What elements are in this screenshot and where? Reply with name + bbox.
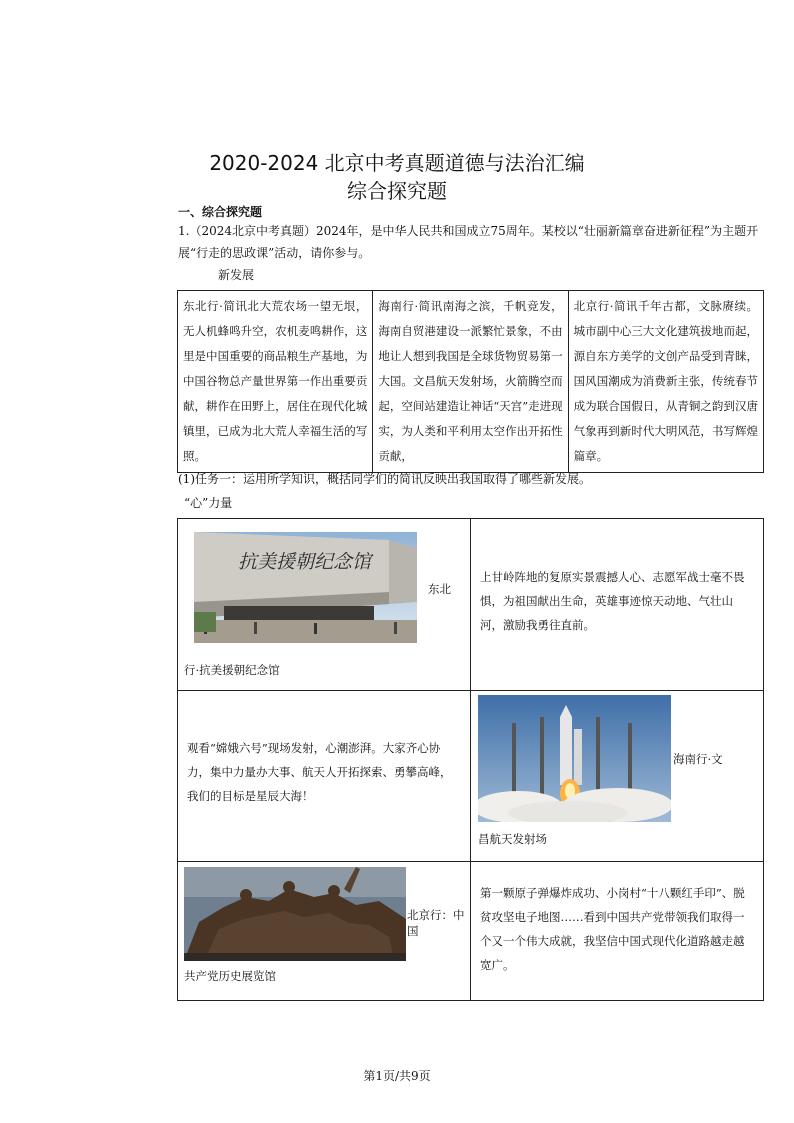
- section-heading: 一、综合探究题: [178, 205, 263, 219]
- question-1-text: 1.（2024北京中考真题）2024年，是中华人民共和国成立75周年。某校以“壮丽新篇章奋进新征程”为主题开展“行走的思政课”活动，请你参与。: [178, 224, 759, 260]
- memorial-reflection: 上甘岭阵地的复原实景震撼人心、志愿军战士毫不畏惧，为祖国献出生命，英雄事迹惊天动地、气壮山河，激励我勇往直前。: [480, 570, 745, 632]
- heart-cell-memorial-text: [471, 519, 764, 691]
- cpc-museum-caption-side: 北京行：中国: [407, 908, 465, 938]
- doc-title-line2: 综合探究题: [347, 179, 447, 203]
- cpc-museum-sculpture-photo: [184, 867, 406, 961]
- news-cell-beijing: 北京行·简讯千年古都，文脉赓续。城市副中心三大文化建筑拔地而起，源自东方美学的文创产品受到青睐，国风国潮成为消费新主张，传统春节成为联合国假日，从青铜之韵到汉唐气象再到新时代大明风范，书写辉煌篇章。: [568, 291, 763, 473]
- heart-cell-cpc-text: [471, 862, 764, 1001]
- memorial-sign-text: 抗美援朝纪念馆: [238, 551, 372, 573]
- heart-cell-cpc-museum: [178, 862, 471, 1001]
- launch-reflection: 观看“嫦娥六号”现场发射，心潮澎湃。大家齐心协力，集中力量办大事、航天人开拓探索、勇攀高峰，我们的目标是星辰大海！: [187, 741, 452, 803]
- memorial-caption-below: 行·抗美援朝纪念馆: [184, 663, 280, 677]
- rocket-launch-photo: [478, 695, 671, 822]
- task-1-text: (1)任务一：运用所学知识，概括同学们的简讯反映出我国取得了哪些新发展。: [178, 472, 592, 486]
- heart-cell-launch-text: [178, 691, 471, 862]
- news-table: [177, 290, 764, 473]
- heart-cell-memorial: [178, 519, 471, 691]
- memorial-hall-photo: [194, 532, 417, 643]
- subheading-heart-power: “心”力量: [184, 496, 233, 510]
- doc-title-line1: 2020-2024 北京中考真题道德与法治汇编: [209, 151, 585, 175]
- news-cell-northeast: 东北行·简讯北大荒农场一望无垠，无人机蜂鸣升空，农机麦鸣耕作，这里是中国重要的商品粮生产基地，为中国谷物总产量世界第一作出重要贡献，耕作在田野上，居住在现代化城镇里，已成为北大荒人幸福生活的写照。: [178, 291, 373, 473]
- cpc-museum-caption-below: 共产党历史展览馆: [184, 969, 276, 983]
- news-cell-hainan: 海南行·简讯南海之滨，千帆竞发，海南自贸港建设一派繁忙景象，不由地让人想到我国是全球货物贸易第一大国。文昌航天发射场，火箭腾空而起，空间站建造让神话“天宫”走进现实，为人类和平利用太空作出开拓性贡献，: [373, 291, 568, 473]
- subheading-new-development: 新发展: [218, 268, 255, 282]
- memorial-caption-side: 东北: [428, 582, 451, 596]
- launch-caption-side: 海南行·文: [673, 752, 723, 766]
- launch-caption-below: 昌航天发射场: [478, 832, 547, 846]
- page-footer: 第1页/共9页: [363, 1069, 431, 1083]
- heart-table: [177, 518, 764, 1001]
- heart-cell-launch: [471, 691, 764, 862]
- cpc-museum-reflection: 第一颗原子弹爆炸成功、小岗村“十八颗红手印”、脱贫攻坚电子地图……看到中国共产党带领我们取得一个又一个伟大成就，我坚信中国式现代化道路越走越宽广。: [480, 886, 745, 972]
